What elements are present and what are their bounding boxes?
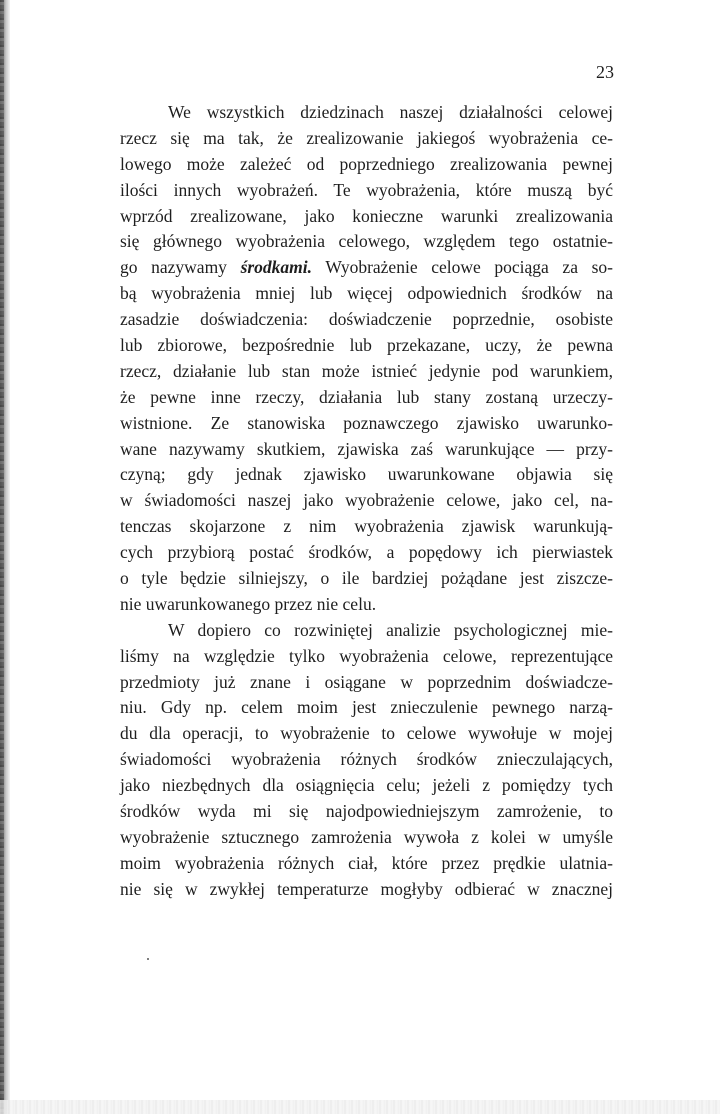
text-line: czyną; gdy jednak zjawisko uwarunkowane objawia się: [120, 464, 613, 485]
text-line: nie uwarunkowanego przez nie celu.: [120, 593, 377, 614]
text-line: że pewne inne rzeczy, działania lub stany zostaną urzeczy-: [120, 386, 613, 407]
text-segment: go nazywamy: [120, 257, 241, 278]
paragraph-1: [120, 100, 613, 618]
text-segment: Wyobrażenie celowe pociąga za so-: [312, 257, 613, 278]
paragraph-2: [120, 618, 613, 903]
text-line: cych przybiorą postać środków, a popędowy ich pierwiastek: [120, 542, 613, 563]
text-line: wistnione. Ze stanowiska poznawczego zjawisko uwarunko-: [120, 412, 613, 433]
ink-speck: [147, 958, 149, 960]
page-bottom-edge: [0, 1100, 720, 1114]
page-body: [120, 100, 613, 903]
text-line: się głównego wyobrażenia celowego, względem tego ostatnie-: [120, 231, 613, 252]
text-line-with-emphasis: [120, 255, 613, 281]
page-number: 23: [596, 62, 614, 82]
text-line: We wszystkich dziedzinach naszej działalności celowej: [168, 102, 613, 122]
text-line: rzecz, działanie lub stan może istnieć jedynie pod warunkiem,: [120, 360, 613, 381]
text-line: W dopiero co rozwiniętej analizie psychologicznej mie-: [168, 619, 613, 640]
text-line: wane nazywamy skutkiem, zjawiska zaś warunkujące — przy-: [120, 438, 613, 459]
text-line: liśmy na względzie tylko wyobrażenia celowe, reprezentujące: [120, 645, 613, 666]
book-binding-edge: [0, 0, 10, 1114]
text-line: du dla operacji, to wyobrażenie to celowe wywołuje w mojej: [120, 723, 613, 744]
text-line: ilości innych wyobrażeń. Te wyobrażenia, które muszą być: [120, 179, 613, 200]
text-line: moim wyobrażenia różnych ciał, które przez prędkie ulatnia-: [120, 852, 613, 873]
text-line: w świadomości naszej jako wyobrażenie celowe, jako cel, na-: [120, 490, 613, 511]
text-line: lub zbiorowe, bezpośrednie lub przekazane, uczy, że pewna: [120, 335, 613, 356]
text-line: jako niezbędnych dla osiągnięcia celu; jeżeli z pomiędzy tych: [120, 775, 613, 796]
text-line: wyobrażenie sztucznego zamrożenia wywoła z kolei w umyśle: [120, 826, 613, 847]
text-line: bą wyobrażenia mniej lub więcej odpowiednich środków na: [120, 283, 613, 304]
text-line: wprzód zrealizowane, jako konieczne warunki zrealizowania: [120, 205, 613, 226]
text-line: o tyle będzie silniejszy, o ile bardziej pożądane jest ziszcze-: [120, 568, 613, 589]
text-line: świadomości wyobrażenia różnych środków znieczulających,: [120, 749, 613, 770]
text-line: nie się w zwykłej temperaturze mogłyby odbierać w znacznej: [120, 878, 613, 899]
text-line: niu. Gdy np. celem moim jest znieczulenie pewnego narzą-: [120, 697, 613, 718]
text-line: tenczas skojarzone z nim wyobrażenia zjawisk warunkują-: [120, 516, 613, 537]
emphasized-term: środkami.: [240, 257, 313, 278]
text-line: środków wyda mi się najodpowiedniejszym zamrożenie, to: [120, 801, 613, 822]
text-line: rzecz się ma tak, że zrealizowanie jakiegoś wyobrażenia ce-: [120, 127, 613, 148]
text-line: lowego może zależeć od poprzedniego zrealizowania pewnej: [120, 153, 613, 174]
text-line: zasadzie doświadczenia: doświadczenie poprzednie, osobiste: [120, 309, 613, 330]
text-line: przedmioty już znane i osiągane w poprzednim doświadcze-: [120, 671, 613, 692]
